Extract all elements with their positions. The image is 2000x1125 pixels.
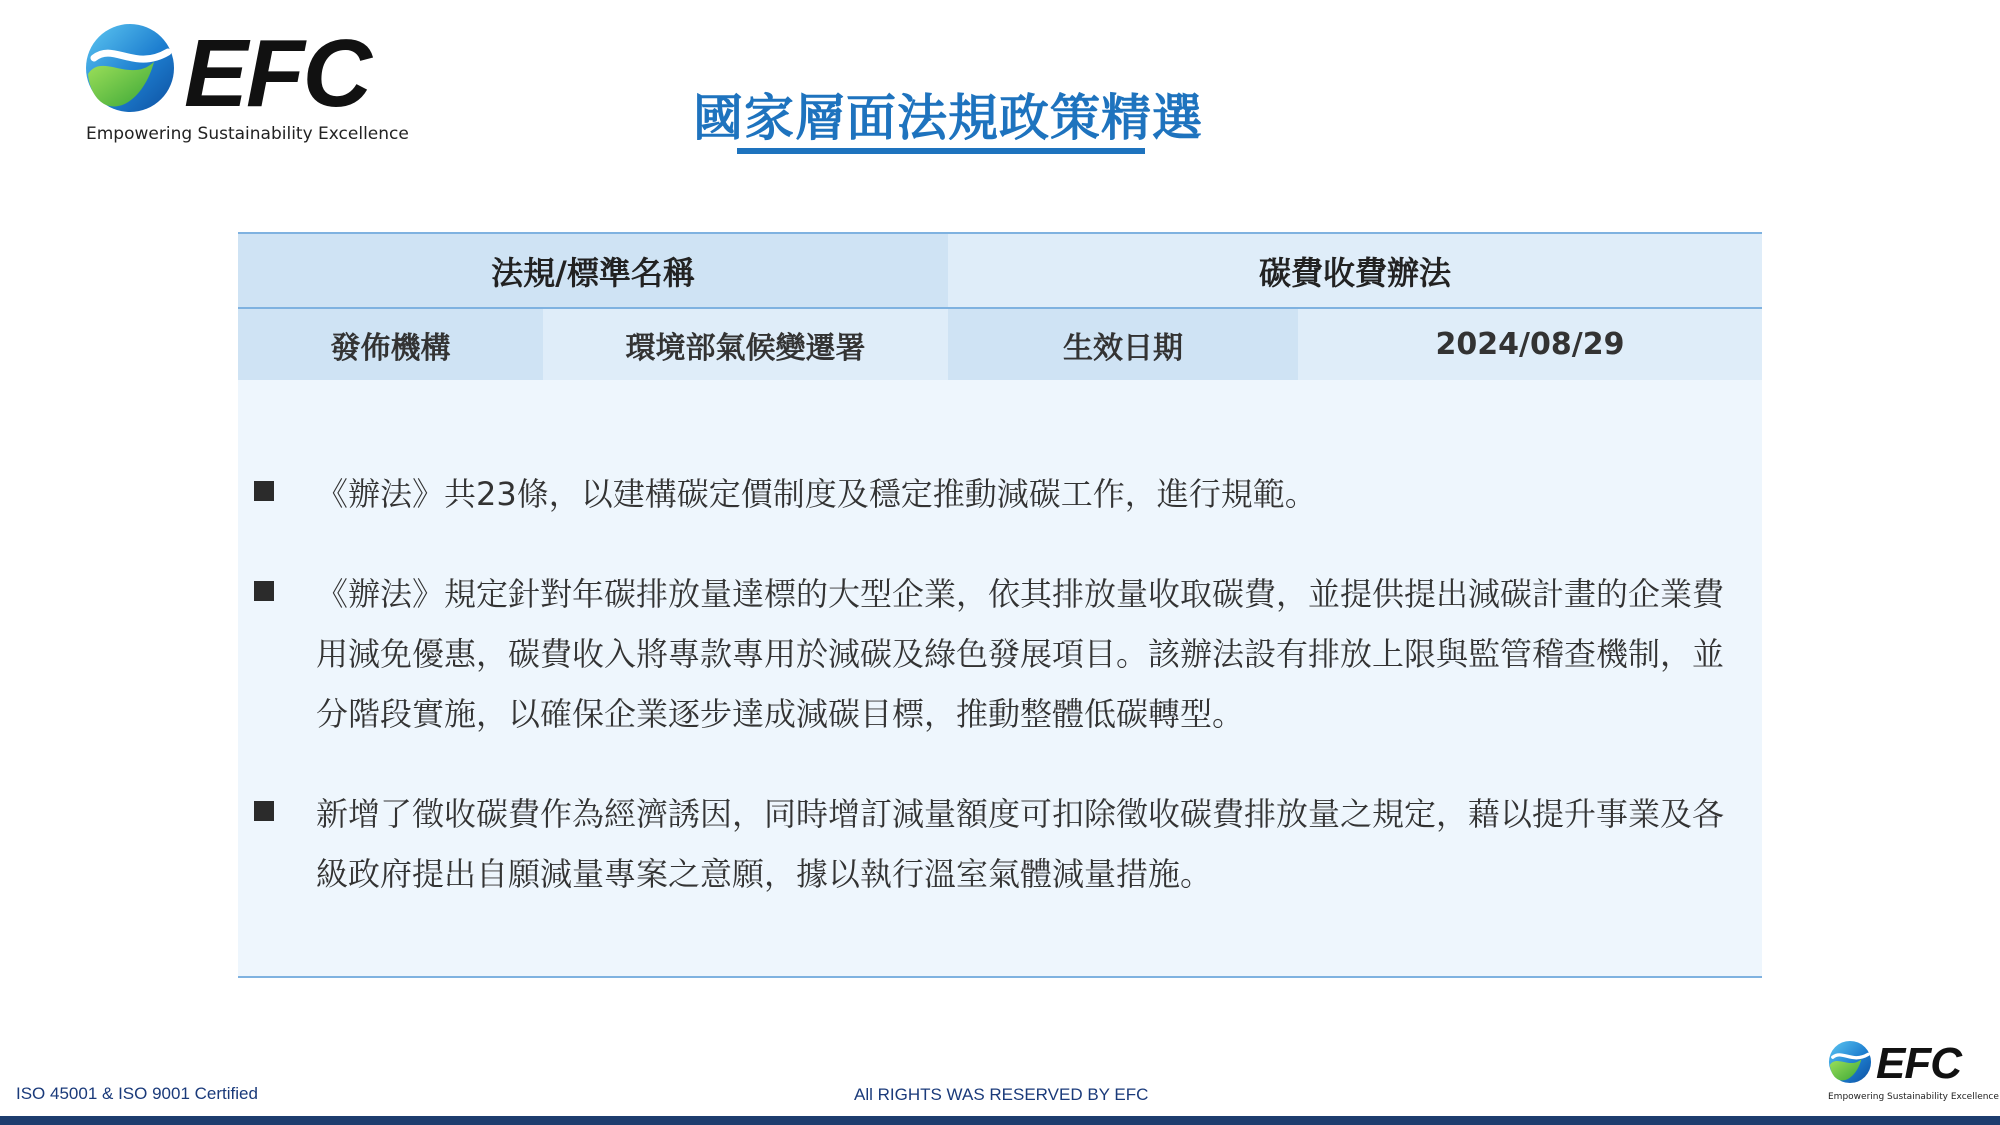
square-bullet-icon: [254, 481, 274, 501]
header-row-name: [238, 234, 1762, 309]
footer-logo-wordmark: EFC: [1876, 1039, 1961, 1088]
effective-date-value: 2024/08/29: [1298, 309, 1762, 380]
bullet-text: 《辦法》規定針對年碳排放量達標的大型企業，依其排放量收取碳費，並提供提出減碳計畫的企業費用減免優惠，碳費收入將專款專用於減碳及綠色發展項目。該辦法設有排放上限與監管稽查機制，並分階段實施，以確保企業逐步達成減碳目標，推動整體低碳轉型。: [316, 575, 1725, 733]
regulation-name-label: 法規/標準名稱: [238, 234, 948, 307]
certification-text: ISO 45001 & ISO 9001 Certified: [16, 1084, 258, 1103]
efc-globe-small-icon: [1828, 1040, 1872, 1084]
issuer-label: 發佈機構: [238, 309, 543, 380]
list-item: [254, 464, 1744, 524]
square-bullet-icon: [254, 801, 274, 821]
bullet-text: 新增了徵收碳費作為經濟誘因，同時增訂減量額度可扣除徵收碳費排放量之規定，藉以提升事業及各級政府提出自願減量專案之意願，據以執行溫室氣體減量措施。: [316, 795, 1725, 893]
title-underline: [737, 148, 1145, 154]
page-title: 國家層面法規政策精選: [693, 89, 1203, 147]
logo-wordmark: EFC: [184, 20, 370, 127]
issuer-value: 環境部氣候變遷署: [543, 309, 948, 380]
list-item: [254, 784, 1744, 904]
rights-text: All RIGHTS WAS RESERVED BY EFC: [854, 1085, 1149, 1104]
header-row-details: [238, 309, 1762, 380]
list-item: [254, 564, 1744, 744]
footer-logo-tagline: Empowering Sustainability Excellence: [1828, 1092, 1999, 1102]
logo-tagline: Empowering Sustainability Excellence: [86, 124, 409, 144]
footer-bar: [0, 1116, 2000, 1125]
bullet-text: 《辦法》共23條，以建構碳定價制度及穩定推動減碳工作，進行規範。: [316, 475, 1317, 513]
square-bullet-icon: [254, 581, 274, 601]
bullet-list: [254, 464, 1744, 944]
regulation-panel: [238, 232, 1762, 978]
effective-date-label: 生效日期: [948, 309, 1298, 380]
regulation-name-value: 碳費收費辦法: [948, 234, 1762, 307]
efc-footer-logo: [1828, 1039, 1999, 1106]
